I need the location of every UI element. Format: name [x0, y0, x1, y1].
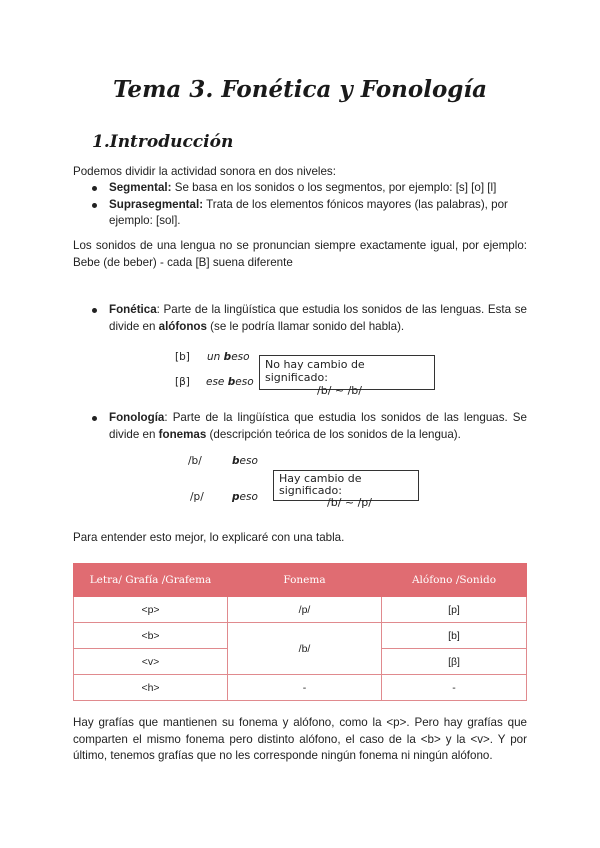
term: Fonología [109, 411, 165, 424]
box-line: /b/ ~ /b/ [317, 384, 362, 397]
page-title: Tema 3. Fonética y Fonología [112, 76, 488, 103]
change-box [273, 470, 419, 509]
word-part: eso [239, 455, 258, 467]
term: Segmental: [109, 181, 172, 194]
table-cell: <p> [74, 597, 228, 623]
word-part: eso [231, 351, 250, 363]
example-word [232, 455, 258, 467]
graphemes-table [73, 563, 527, 701]
definition: : Parte de la lingüística que estudia los sonidos de las lenguas. Se divide en [109, 411, 527, 441]
definition: (se le podría llamar sonido del habla). [206, 319, 405, 333]
list-item [73, 302, 527, 335]
table-cell: <h> [74, 675, 228, 701]
box-line: /b/ ~ /p/ [327, 496, 372, 509]
table-row [74, 597, 527, 623]
box-line: No hay cambio de significado: [265, 358, 365, 384]
word-part: b [227, 376, 236, 388]
box-line: Hay cambio de significado: [279, 472, 362, 497]
column-header: Letra/ Grafía /Grafema [74, 564, 228, 597]
definition: : Parte de la lingüística que estudia los sonidos de las lenguas. Esta se divide en [109, 303, 527, 333]
intro-text: Podemos dividir la actividad sonora en dos niveles: [73, 165, 336, 178]
definition: (descripción teórica de los sonidos de la lengua). [206, 427, 461, 441]
term: Suprasegmental: [109, 197, 204, 211]
list-item [73, 180, 527, 197]
word-part: eso [239, 491, 258, 503]
table-cell: [β] [382, 649, 527, 675]
column-header: Alófono /Sonido [382, 564, 527, 597]
word-part: b [232, 455, 240, 467]
table-cell: - [228, 675, 382, 701]
no-change-box [259, 355, 435, 397]
paragraph: Hay grafías que mantienen su fonema y alófono, como la <p>. Pero hay grafías que comparten el mismo fonema pero distinto alófono, el caso de la <b> y la <v>. Y por último, tenemos grafías que no les corresponde ningún fonema ni ningún alófono. [73, 716, 527, 762]
list-item [73, 197, 527, 230]
word-part: p [232, 491, 240, 503]
definition: Trata de los elementos fónicos mayores (las palabras), por ejemplo: [sol]. [109, 197, 508, 227]
section-heading: 1.Introducción [92, 132, 234, 152]
table-cell: /b/ [228, 623, 382, 675]
example-symbol: [b] [175, 351, 190, 363]
word-part: ese [206, 376, 228, 388]
example-symbol: /b/ [188, 455, 202, 467]
table-cell: - [382, 675, 527, 701]
table-cell: <b> [74, 623, 228, 649]
word-part: un [207, 351, 224, 363]
fonologia-list [73, 410, 527, 443]
table-cell: [p] [382, 597, 527, 623]
levels-list [73, 180, 527, 230]
example-symbol: /p/ [190, 491, 204, 503]
table-cell: [b] [382, 623, 527, 649]
paragraph: Los sonidos de una lengua no se pronuncian siempre exactamente igual, por ejemplo: Bebe (de beber) - cada [B] suena diferente [73, 239, 527, 269]
example-word [206, 376, 254, 388]
table-row [74, 675, 527, 701]
example-word [232, 491, 258, 503]
fonetica-list [73, 302, 527, 335]
definition: Se basa en los sonidos o los segmentos, por ejemplo: [s] [o] [l] [171, 181, 497, 194]
column-header: Fonema [228, 564, 382, 597]
example-word [207, 351, 250, 363]
example-symbol: [β] [175, 376, 190, 388]
table-cell: /p/ [228, 597, 382, 623]
table-header-row [74, 564, 527, 597]
word-part: eso [235, 376, 254, 388]
term: Fonética [109, 303, 157, 316]
bold-term: alófonos [158, 319, 207, 333]
table-cell: <v> [74, 649, 228, 675]
table-row [74, 623, 527, 649]
paragraph: Para entender esto mejor, lo explicaré con una tabla. [73, 531, 345, 544]
list-item [73, 410, 527, 443]
bold-term: fonemas [158, 427, 207, 441]
word-part: b [223, 351, 232, 363]
